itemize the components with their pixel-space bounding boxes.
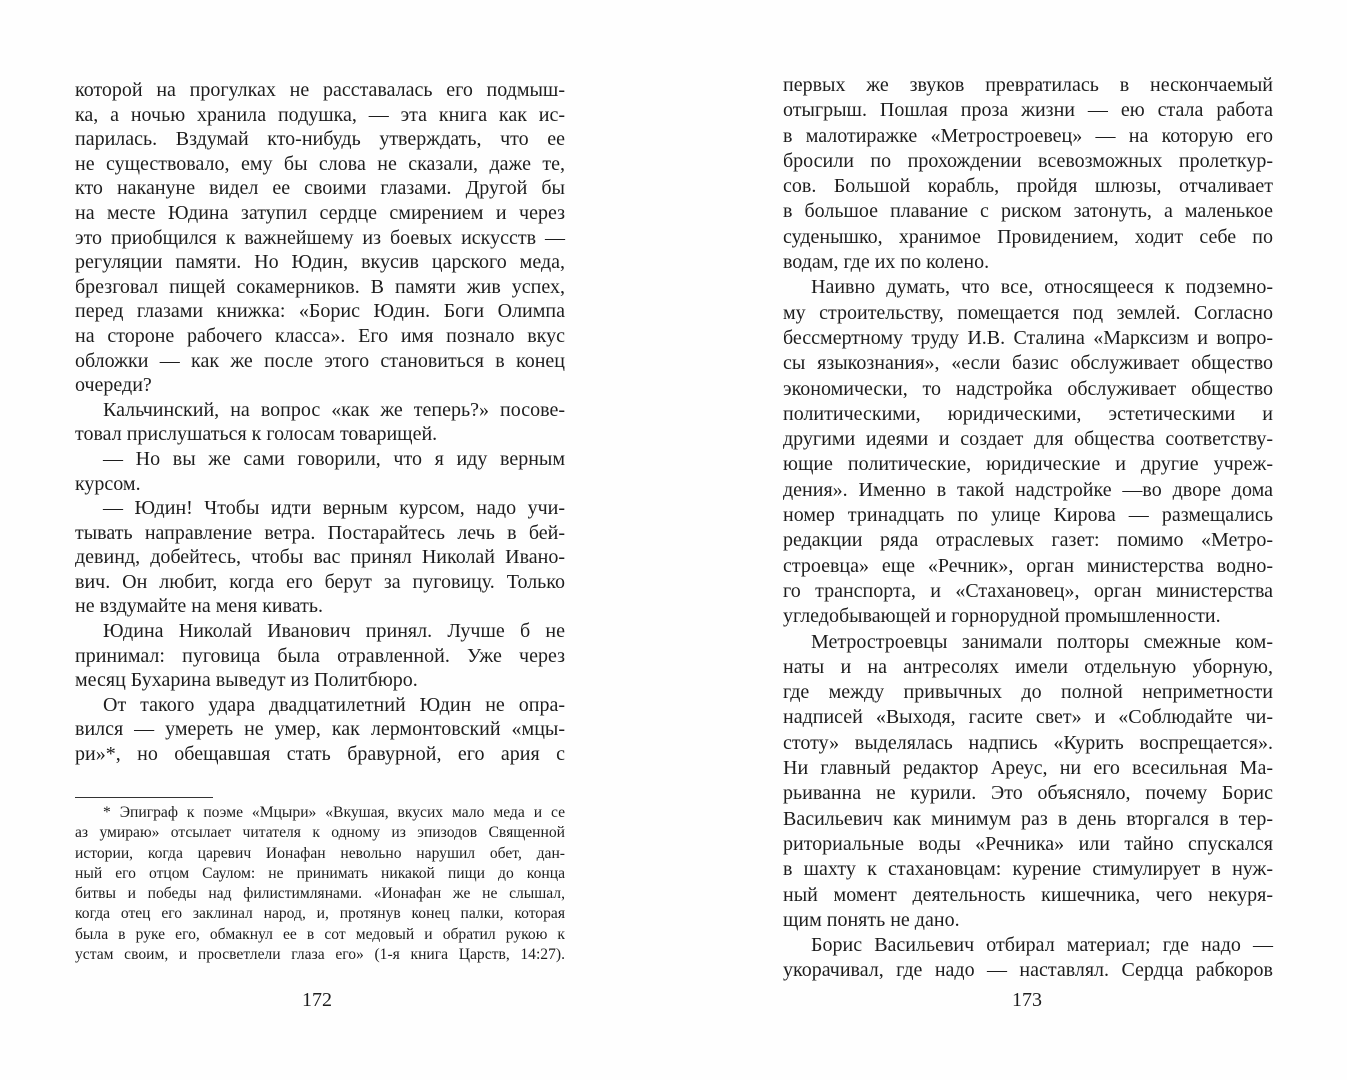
text-line: Юдина Николай Иванович принял. Лучше б не	[103, 620, 565, 643]
text-line: укорачивал, где надо — наставлял. Сердца рабкоров	[783, 959, 1273, 982]
text-line: сы языкознания», «если базис обслуживает общество	[783, 352, 1273, 375]
text-line: курсом.	[75, 472, 141, 495]
text-line: му строительству, помещается под землей. Согласно	[783, 301, 1273, 324]
text-line: товал прислушаться к голосам товарищей.	[75, 423, 438, 446]
text-line: принимал: пуговица была отравленной. Уже через	[75, 644, 565, 667]
text-line: истории, когда царевич Ионафан невольно нарушил обет, дан-	[75, 844, 565, 862]
text-line: девинд, добейтесь, чтобы вас принял Николай Ивано-	[75, 546, 565, 569]
text-line: очереди?	[75, 374, 152, 397]
page-number-right: 173	[1012, 989, 1042, 1011]
text-line: номер тринадцать по улице Кирова — размещались	[783, 504, 1273, 527]
text-line: ный момент деятельность кишечника, чего некуря-	[783, 883, 1273, 906]
text-line: го транспорта, и «Стахановец», орган министерства	[783, 579, 1273, 602]
text-line: Ни главный редактор Ареус, ни его всесильная Ма-	[783, 757, 1273, 780]
text-line: надписей «Выходя, гасите свет» и «Соблюдайте чи-	[783, 706, 1273, 729]
text-line: аз умираю» отсылает читателя к одному из эпизодов Священной	[75, 824, 565, 842]
text-line: другими идеями и создает для общества соответству-	[783, 428, 1273, 451]
text-line: дения». Именно в такой надстройке —во дворе дома	[783, 478, 1273, 501]
text-line: битвы и победы над филистимлянами. «Ионафан же не слышал,	[75, 885, 565, 903]
footnote-separator	[75, 797, 213, 798]
text-line: ри»*, но обещавшая стать бравурной, его ария с	[75, 743, 565, 766]
text-line: регуляции памяти. Но Юдин, вкусив царского меда,	[75, 251, 565, 274]
text-line: ка, а ночью хранила подушка, — эта книга как ис-	[75, 103, 565, 126]
left-page-body-text	[75, 78, 565, 767]
right-page-body-text	[783, 73, 1273, 984]
text-line: обложки — как же после этого становиться в конец	[75, 349, 565, 372]
text-line: Васильевич как минимум раз в день вторгался в тер-	[783, 807, 1273, 830]
text-line: была в руке его, обмакнул ее в сот медовый и обратил рукою к	[75, 925, 565, 943]
text-line: От такого удара двадцатилетний Юдин не опра-	[103, 693, 565, 716]
text-line: брезговал пищей сокамерников. В памяти жив успех,	[75, 275, 565, 298]
text-line: не вздумайте на меня кивать.	[75, 595, 324, 618]
text-line: перед глазами книжка: «Борис Юдин. Боги Олимпа	[75, 300, 565, 323]
text-line: в малотиражке «Метростроевец» — на которую его	[783, 124, 1273, 147]
text-line: риториальные воды «Речника» или тайно спускался	[783, 832, 1273, 855]
text-line: * Эпиграф к поэме «Мцыри» «Вкушая, вкусих мало меда и се	[103, 804, 565, 821]
text-line: устам своим, и просветлели глаза его» (1-я книга Царств, 14:27).	[75, 946, 565, 964]
text-line: вич. Он любит, когда его берут за пуговицу. Только	[75, 570, 565, 593]
text-line: месяц Бухарина выведут из Политбюро.	[75, 669, 418, 692]
text-line: когда отец его заклинал народ, и, протянув конец палки, которая	[75, 905, 565, 923]
text-line: наты и на антресолях имели отдельную уборную,	[783, 655, 1273, 678]
text-line: в шахту к стахановцам: курение стимулирует в нуж-	[783, 858, 1273, 881]
text-line: не существовало, ему бы слова не сказали, даже те,	[75, 152, 565, 175]
text-line: бросили по прохождении всевозможных пролеткур-	[783, 149, 1273, 172]
text-line: — Но вы же сами говорили, что я иду верным	[103, 447, 565, 470]
text-line: кто накануне видел ее своими глазами. Другой бы	[75, 177, 565, 200]
text-line: на стороне рабочего класса». Его имя познало вкус	[75, 324, 565, 347]
text-line: Наивно думать, что все, относящееся к подземно-	[811, 276, 1273, 299]
text-line: сов. Большой корабль, пройдя шлюзы, отчаливает	[783, 175, 1273, 198]
text-line: политическими, юридическими, эстетическими и	[783, 402, 1273, 425]
text-line: редакции ряда отраслевых газет: помимо «Метро-	[783, 529, 1273, 552]
text-line: ющие политические, юридические и другие учреж-	[783, 453, 1273, 476]
text-line: щим понять не дано.	[783, 908, 960, 931]
text-line: Метростроевцы занимали полторы смежные ком-	[811, 630, 1273, 653]
text-line: рьиванна не курили. Это объясняло, почему Борис	[783, 782, 1273, 805]
text-line: строевца» еще «Речник», орган министерства водно-	[783, 554, 1273, 577]
text-line: Кальчинский, на вопрос «как же теперь?» посове-	[103, 398, 565, 421]
text-line: — Юдин! Чтобы идти верным курсом, надо учи-	[103, 497, 565, 520]
text-line: водам, где их по колено.	[783, 251, 990, 274]
text-line: ный его отцом Саулом: не принимать никакой пищи до конца	[75, 864, 565, 882]
text-line: на месте Юдина затупил сердце смирением и через	[75, 201, 565, 224]
text-line: где между привычных до полной неприметности	[783, 681, 1273, 704]
text-line: бессмертному труду И.В. Сталина «Марксизм и вопро-	[783, 326, 1273, 349]
text-line: это приобщился к важнейшему из боевых искусств —	[75, 226, 565, 249]
text-line: угледобывающей и горнорудной промышленности.	[783, 605, 1221, 628]
text-line: вился — умереть не умер, как лермонтовский «мцы-	[75, 718, 565, 741]
page-number-left: 172	[302, 989, 332, 1011]
text-line: Борис Васильевич отбирал материал; где надо —	[811, 934, 1273, 957]
text-line: тывать направление ветра. Постарайтесь лечь в бей-	[75, 521, 565, 544]
text-line: первых же звуков превратилась в нескончаемый	[783, 74, 1273, 96]
text-line: парилась. Вздумай кто-нибудь утверждать, что ее	[75, 128, 565, 151]
text-line: отыгрыш. Пошлая проза жизни — ею стала работа	[783, 99, 1273, 122]
text-line: стоту» выделялась надпись «Курить воспрещается».	[783, 731, 1273, 754]
text-line: которой на прогулках не расставалась его подмыш-	[75, 79, 565, 101]
text-line: в большое плавание с риском затонуть, а маленькое	[783, 200, 1273, 223]
footnote	[75, 803, 565, 965]
text-line: суденышко, хранимое Провидением, ходит себе по	[783, 225, 1273, 248]
text-line: экономически, то надстройка обслуживает общество	[783, 377, 1273, 400]
